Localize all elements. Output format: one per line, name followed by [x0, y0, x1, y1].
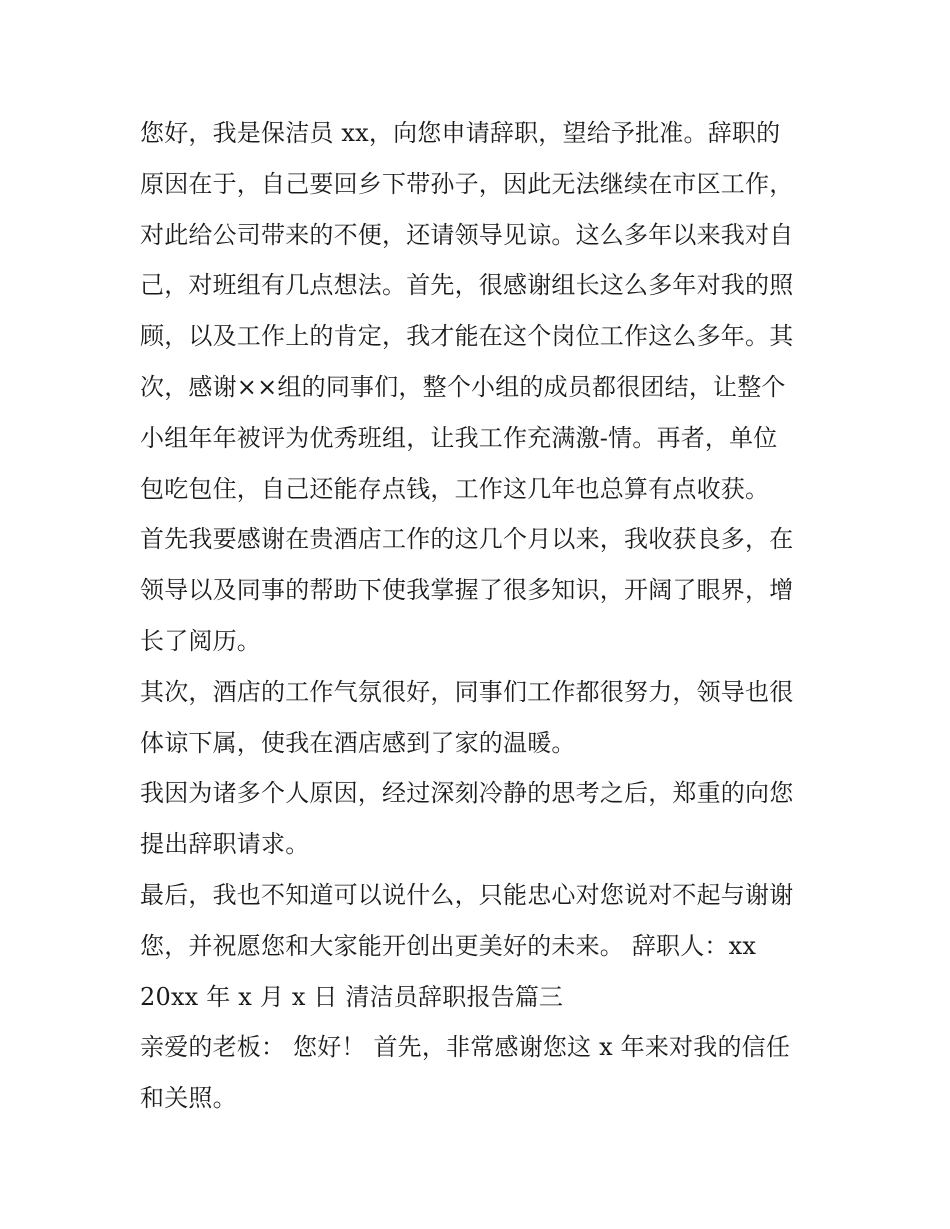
- text-line: 提出辞职请求。: [140, 830, 310, 859]
- text-line: 我因为诸多个人原因，经过深刻冷静的思考之后，郑重的向您: [140, 779, 794, 808]
- text-line: 原因在于，自己要回乡下带孙子，因此无法继续在市区工作，: [140, 169, 794, 198]
- text-line: 其次，酒店的工作气氛很好，同事们工作都很努力，领导也很: [140, 677, 794, 706]
- document-body: [140, 108, 820, 1124]
- text-line: 顾，以及工作上的肯定，我才能在这个岗位工作这么多年。其: [140, 322, 794, 351]
- text-line: 包吃包住，自己还能存点钱，工作这几年也总算有点收获。: [140, 474, 770, 503]
- text-line: 亲爱的老板： 您好！ 首先，非常感谢您这 x 年来对我的信任: [140, 1033, 791, 1062]
- text-line: 己，对班组有几点想法。首先，很感谢组长这么多年对我的照: [140, 271, 794, 300]
- text-line: 长了阅历。: [140, 626, 261, 655]
- text-line: 次，感谢××组的同事们，整个小组的成员都很团结，让整个: [140, 372, 786, 401]
- text-line: 对此给公司带来的不便，还请领导见谅。这么多年以来我对自: [140, 220, 794, 249]
- text-line: 您，并祝愿您和大家能开创出更美好的未来。 辞职人：xx: [140, 931, 757, 960]
- text-line: 最后，我也不知道可以说什么，只能忠心对您说对不起与谢谢: [140, 880, 794, 909]
- text-line: 小组年年被评为优秀班组，让我工作充满激-情。再者，单位: [140, 423, 778, 452]
- text-line: 首先我要感谢在贵酒店工作的这几个月以来，我收获良多，在: [140, 525, 794, 554]
- text-line: 体谅下属，使我在酒店感到了家的温暖。: [140, 728, 576, 757]
- text-line: 20xx 年 x 月 x 日 清洁员辞职报告篇三: [140, 982, 564, 1011]
- text-line: 领导以及同事的帮助下使我掌握了很多知识，开阔了眼界，增: [140, 576, 794, 605]
- text-line: 您好，我是保洁员 xx，向您申请辞职，望给予批准。辞职的: [140, 119, 781, 147]
- text-line: 和关照。: [140, 1084, 237, 1113]
